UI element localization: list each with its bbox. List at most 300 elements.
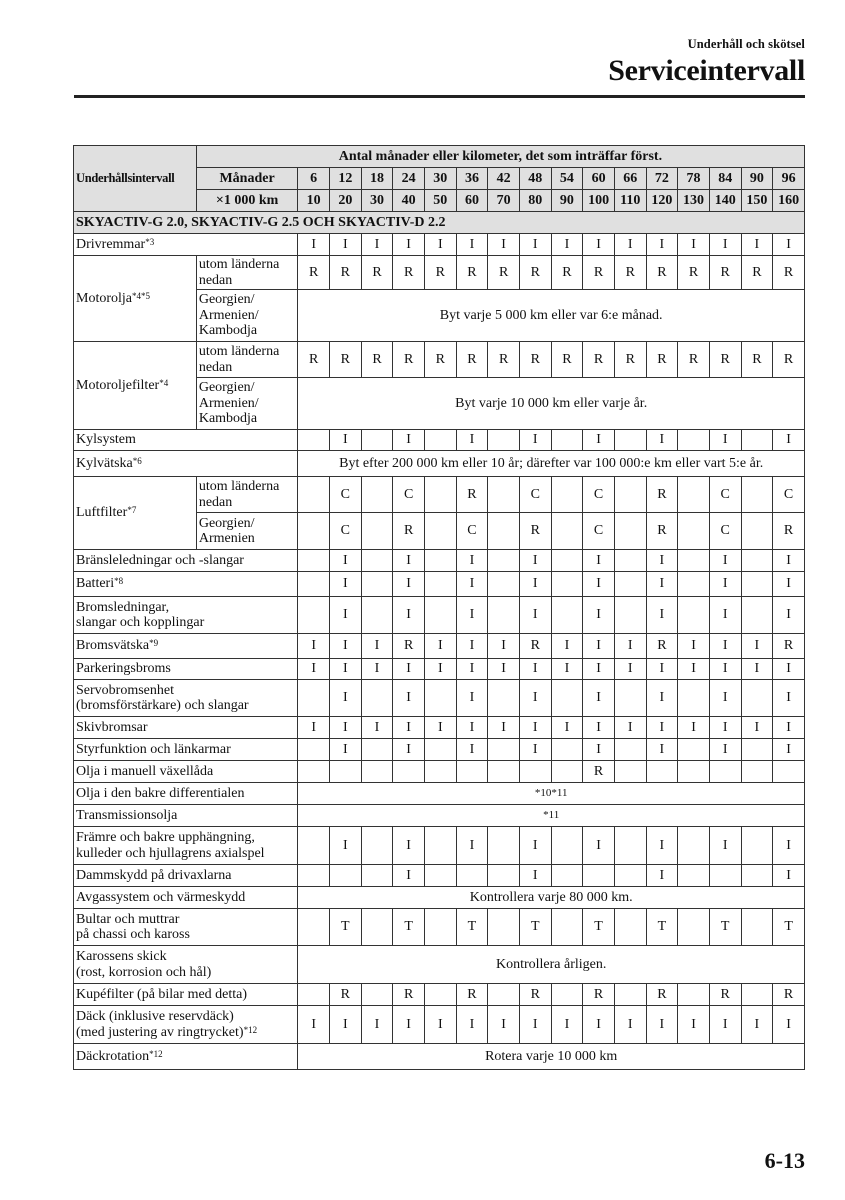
row-cell: R xyxy=(646,256,678,290)
row-cell: I xyxy=(519,739,551,761)
row-cell: I xyxy=(773,572,805,597)
table-row xyxy=(74,783,805,805)
row-cell: I xyxy=(519,827,551,865)
row-cell xyxy=(488,597,520,634)
row-cell: I xyxy=(583,680,615,717)
month-cell: 36 xyxy=(456,168,488,190)
km-label: ×1 000 km xyxy=(196,190,298,212)
row-cell: I xyxy=(773,597,805,634)
month-cell: 42 xyxy=(488,168,520,190)
km-cell: 10 xyxy=(298,190,330,212)
row-cell: C xyxy=(330,513,362,550)
row-cell: I xyxy=(583,597,615,634)
row-cell: I xyxy=(709,1006,741,1044)
row-cell xyxy=(551,513,583,550)
row-cell xyxy=(551,984,583,1006)
row-cell: I xyxy=(361,1006,393,1044)
row-cell: I xyxy=(646,550,678,572)
row-cell xyxy=(614,550,646,572)
row-cell: R xyxy=(583,761,615,783)
row-cell xyxy=(298,572,330,597)
row-cell xyxy=(488,761,520,783)
spanning-note: *11 xyxy=(298,805,805,827)
row-cell xyxy=(298,513,330,550)
row-cell xyxy=(741,984,773,1006)
row-cell: I xyxy=(519,717,551,739)
page-number: 6-13 xyxy=(764,1148,805,1173)
month-cell: 6 xyxy=(298,168,330,190)
row-cell xyxy=(709,761,741,783)
table-row xyxy=(74,659,805,680)
row-cell: I xyxy=(551,634,583,659)
row-cell: C xyxy=(519,477,551,513)
row-cell: I xyxy=(773,865,805,887)
row-cell xyxy=(361,761,393,783)
row-cell: R xyxy=(330,342,362,378)
row-cell xyxy=(361,430,393,451)
row-cell: I xyxy=(298,234,330,256)
row-cell: I xyxy=(646,597,678,634)
month-cell: 24 xyxy=(393,168,425,190)
row-cell: I xyxy=(583,430,615,451)
row-cell xyxy=(551,739,583,761)
row-cell xyxy=(424,572,456,597)
row-cell: I xyxy=(709,234,741,256)
row-cell xyxy=(424,430,456,451)
row-cell: T xyxy=(330,909,362,946)
row-cell: C xyxy=(773,477,805,513)
row-cell: C xyxy=(583,477,615,513)
table-row xyxy=(74,1044,805,1070)
row-cell: I xyxy=(773,680,805,717)
row-cell: C xyxy=(456,513,488,550)
row-cell: I xyxy=(330,234,362,256)
months-label: Månader xyxy=(196,168,298,190)
km-cell: 40 xyxy=(393,190,425,212)
km-cell: 160 xyxy=(773,190,805,212)
row-cell: C xyxy=(393,477,425,513)
row-cell: R xyxy=(773,984,805,1006)
row-cell: R xyxy=(583,256,615,290)
row-cell: R xyxy=(709,342,741,378)
row-cell xyxy=(614,680,646,717)
row-cell xyxy=(488,550,520,572)
row-cell xyxy=(678,597,710,634)
row-cell: I xyxy=(646,572,678,597)
table-row xyxy=(74,234,805,256)
row-cell: I xyxy=(519,659,551,680)
row-cell: I xyxy=(646,680,678,717)
region-label: Georgien/ Armenien/ Kambodja xyxy=(196,378,298,430)
row-cell xyxy=(678,572,710,597)
row-cell xyxy=(424,597,456,634)
row-cell: T xyxy=(773,909,805,946)
row-cell xyxy=(614,739,646,761)
km-cell: 30 xyxy=(361,190,393,212)
row-cell: I xyxy=(583,659,615,680)
row-cell: I xyxy=(361,634,393,659)
row-cell xyxy=(330,865,362,887)
row-cell: I xyxy=(519,1006,551,1044)
row-cell xyxy=(361,572,393,597)
row-cell: R xyxy=(583,342,615,378)
row-cell: R xyxy=(519,513,551,550)
row-cell xyxy=(773,761,805,783)
row-cell: T xyxy=(583,909,615,946)
row-cell xyxy=(551,550,583,572)
row-cell xyxy=(424,680,456,717)
row-cell: I xyxy=(614,717,646,739)
table-row xyxy=(74,342,805,378)
row-cell xyxy=(488,680,520,717)
row-cell xyxy=(424,827,456,865)
row-cell xyxy=(488,430,520,451)
row-cell: I xyxy=(393,234,425,256)
row-cell xyxy=(741,430,773,451)
row-cell xyxy=(361,909,393,946)
row-cell: I xyxy=(298,659,330,680)
row-cell: C xyxy=(330,477,362,513)
row-cell xyxy=(678,865,710,887)
row-cell: I xyxy=(741,1006,773,1044)
row-label: Bränsleledningar och -slangar xyxy=(74,550,298,572)
row-label: Skivbromsar xyxy=(74,717,298,739)
row-cell: R xyxy=(741,342,773,378)
table-row xyxy=(74,739,805,761)
row-cell: I xyxy=(424,1006,456,1044)
row-cell xyxy=(488,909,520,946)
row-cell: I xyxy=(393,550,425,572)
row-cell: R xyxy=(773,342,805,378)
row-cell: I xyxy=(519,572,551,597)
header-divider xyxy=(74,95,805,98)
row-cell xyxy=(678,550,710,572)
row-cell xyxy=(551,865,583,887)
row-cell: R xyxy=(298,342,330,378)
row-cell: I xyxy=(330,430,362,451)
row-label: Olja i den bakre differentialen xyxy=(74,783,298,805)
row-cell xyxy=(424,984,456,1006)
row-cell: I xyxy=(583,550,615,572)
row-cell: I xyxy=(330,827,362,865)
row-cell: I xyxy=(741,634,773,659)
row-cell: I xyxy=(519,550,551,572)
row-cell xyxy=(298,761,330,783)
row-cell: I xyxy=(330,550,362,572)
row-cell: I xyxy=(583,1006,615,1044)
row-cell: I xyxy=(330,572,362,597)
row-label: Parkeringsbroms xyxy=(74,659,298,680)
row-cell: I xyxy=(456,659,488,680)
row-cell xyxy=(361,739,393,761)
row-cell: R xyxy=(773,513,805,550)
table-row xyxy=(74,946,805,984)
row-label: Styrfunktion och länkarmar xyxy=(74,739,298,761)
row-cell: I xyxy=(583,634,615,659)
row-cell: I xyxy=(614,634,646,659)
row-cell xyxy=(551,572,583,597)
row-cell: R xyxy=(519,634,551,659)
row-cell xyxy=(456,761,488,783)
row-label: Avgassystem och värmeskydd xyxy=(74,887,298,909)
spanning-note: Byt efter 200 000 km eller 10 år; därefter var 100 000:e km eller vart 5:e år. xyxy=(298,451,805,477)
row-cell: I xyxy=(646,717,678,739)
row-cell xyxy=(551,909,583,946)
table-row xyxy=(74,634,805,659)
region-label: utom länderna nedan xyxy=(196,342,298,378)
row-cell: I xyxy=(773,234,805,256)
row-cell: I xyxy=(456,739,488,761)
row-cell: I xyxy=(393,739,425,761)
row-cell: I xyxy=(330,739,362,761)
row-cell: I xyxy=(773,659,805,680)
row-cell xyxy=(488,572,520,597)
row-cell: I xyxy=(709,717,741,739)
row-cell: C xyxy=(583,513,615,550)
spanning-note: Byt varje 5 000 km eller var 6:e månad. xyxy=(298,290,805,342)
row-cell: R xyxy=(709,256,741,290)
row-cell: I xyxy=(646,865,678,887)
row-cell xyxy=(488,513,520,550)
row-cell xyxy=(678,477,710,513)
row-cell xyxy=(678,513,710,550)
row-cell: I xyxy=(773,717,805,739)
month-cell: 66 xyxy=(614,168,646,190)
row-cell xyxy=(614,865,646,887)
row-cell: I xyxy=(519,597,551,634)
spanning-note: Byt varje 10 000 km eller varje år. xyxy=(298,378,805,430)
row-cell: I xyxy=(583,827,615,865)
row-cell: I xyxy=(424,634,456,659)
row-cell xyxy=(551,761,583,783)
row-cell: I xyxy=(488,234,520,256)
table-row xyxy=(74,572,805,597)
row-cell xyxy=(678,827,710,865)
row-cell: I xyxy=(646,234,678,256)
row-cell xyxy=(361,477,393,513)
row-cell: R xyxy=(551,256,583,290)
row-cell xyxy=(298,430,330,451)
row-cell: I xyxy=(393,865,425,887)
row-cell xyxy=(488,984,520,1006)
row-cell: I xyxy=(551,234,583,256)
row-cell xyxy=(741,909,773,946)
page-title: Serviceintervall xyxy=(608,54,805,87)
row-cell: R xyxy=(488,256,520,290)
row-cell xyxy=(741,550,773,572)
row-cell: I xyxy=(456,827,488,865)
row-cell xyxy=(678,739,710,761)
row-label: Däck (inklusive reservdäck) (med justering av ringtrycket)$^{*12}$ xyxy=(74,1006,298,1044)
region-label: Georgien/ Armenien/ Kambodja xyxy=(196,290,298,342)
row-cell xyxy=(614,572,646,597)
km-cell: 110 xyxy=(614,190,646,212)
row-cell: I xyxy=(456,572,488,597)
row-cell xyxy=(551,430,583,451)
row-cell: R xyxy=(393,513,425,550)
table-row xyxy=(74,430,805,451)
table-row xyxy=(74,597,805,634)
row-cell xyxy=(741,572,773,597)
row-cell: R xyxy=(646,342,678,378)
row-label: Olja i manuell växellåda xyxy=(74,761,298,783)
row-label: Motoroljefilter$^{*4}$ xyxy=(74,342,197,430)
row-cell: I xyxy=(456,1006,488,1044)
month-cell: 12 xyxy=(330,168,362,190)
table-row xyxy=(74,680,805,717)
row-cell xyxy=(361,984,393,1006)
month-cell: 90 xyxy=(741,168,773,190)
row-cell: I xyxy=(646,430,678,451)
row-cell: R xyxy=(330,256,362,290)
region-label: Georgien/ Armenien xyxy=(196,513,298,550)
row-cell: I xyxy=(551,1006,583,1044)
region-label: utom länderna nedan xyxy=(196,256,298,290)
row-cell xyxy=(298,550,330,572)
row-cell: I xyxy=(709,572,741,597)
row-cell: I xyxy=(393,1006,425,1044)
row-cell: R xyxy=(456,984,488,1006)
row-label: Bromsvätska$^{*9}$ xyxy=(74,634,298,659)
row-cell: R xyxy=(298,256,330,290)
row-cell: I xyxy=(646,827,678,865)
row-cell: I xyxy=(709,739,741,761)
row-cell: I xyxy=(773,1006,805,1044)
row-cell xyxy=(298,865,330,887)
row-cell xyxy=(614,761,646,783)
row-cell: I xyxy=(488,659,520,680)
row-cell: I xyxy=(330,1006,362,1044)
table-row xyxy=(74,451,805,477)
row-cell xyxy=(361,680,393,717)
row-cell: R xyxy=(393,256,425,290)
row-cell: I xyxy=(424,234,456,256)
row-cell: I xyxy=(393,597,425,634)
row-cell xyxy=(583,865,615,887)
km-cell: 90 xyxy=(551,190,583,212)
row-cell: I xyxy=(456,634,488,659)
month-cell: 60 xyxy=(583,168,615,190)
row-cell: R xyxy=(393,342,425,378)
row-cell xyxy=(741,680,773,717)
month-cell: 78 xyxy=(678,168,710,190)
month-cell: 30 xyxy=(424,168,456,190)
row-cell xyxy=(614,909,646,946)
row-cell xyxy=(424,761,456,783)
row-cell xyxy=(551,680,583,717)
row-label: Luftfilter$^{*7}$ xyxy=(74,477,197,550)
table-row xyxy=(74,256,805,290)
row-cell: R xyxy=(519,342,551,378)
row-cell: I xyxy=(614,234,646,256)
row-cell: I xyxy=(424,659,456,680)
row-cell: R xyxy=(330,984,362,1006)
row-cell: I xyxy=(330,659,362,680)
row-cell xyxy=(709,865,741,887)
row-cell: I xyxy=(646,1006,678,1044)
row-cell: R xyxy=(519,984,551,1006)
row-cell xyxy=(614,513,646,550)
row-cell xyxy=(361,827,393,865)
row-label: Främre och bakre upphängning, kulleder och hjullagrens axialspel xyxy=(74,827,298,865)
row-cell xyxy=(424,865,456,887)
row-label: Bultar och muttrar på chassi och kaross xyxy=(74,909,298,946)
row-cell xyxy=(741,477,773,513)
month-cell: 48 xyxy=(519,168,551,190)
row-cell: I xyxy=(393,827,425,865)
row-cell: R xyxy=(361,342,393,378)
table-row xyxy=(74,909,805,946)
row-label: Dammskydd på drivaxlarna xyxy=(74,865,298,887)
row-cell: T xyxy=(456,909,488,946)
row-cell xyxy=(424,477,456,513)
row-label: Kylvätska$^{*6}$ xyxy=(74,451,298,477)
row-label: Kylsystem xyxy=(74,430,298,451)
row-cell: R xyxy=(456,342,488,378)
row-cell: I xyxy=(773,550,805,572)
row-cell xyxy=(361,550,393,572)
row-cell: I xyxy=(330,680,362,717)
row-cell: R xyxy=(424,342,456,378)
row-cell xyxy=(678,984,710,1006)
row-cell: I xyxy=(678,234,710,256)
row-label: Karossens skick (rost, korrosion och hål) xyxy=(74,946,298,984)
row-cell: I xyxy=(583,234,615,256)
table-row xyxy=(74,887,805,909)
row-cell: I xyxy=(361,659,393,680)
row-cell xyxy=(678,430,710,451)
row-cell: R xyxy=(646,477,678,513)
region-label: utom länderna nedan xyxy=(196,477,298,513)
km-cell: 150 xyxy=(741,190,773,212)
table-row xyxy=(74,865,805,887)
row-cell xyxy=(424,550,456,572)
row-cell xyxy=(741,513,773,550)
row-cell xyxy=(551,477,583,513)
row-cell: I xyxy=(583,739,615,761)
row-cell xyxy=(488,827,520,865)
row-cell: I xyxy=(551,717,583,739)
table-row xyxy=(74,827,805,865)
row-cell: I xyxy=(456,680,488,717)
row-cell xyxy=(741,739,773,761)
row-cell: I xyxy=(678,659,710,680)
row-cell: I xyxy=(583,717,615,739)
row-cell: R xyxy=(646,513,678,550)
row-label: Kupéfilter (på bilar med detta) xyxy=(74,984,298,1006)
row-cell: I xyxy=(298,1006,330,1044)
row-cell: R xyxy=(773,256,805,290)
row-cell: I xyxy=(393,572,425,597)
km-cell: 60 xyxy=(456,190,488,212)
row-cell: R xyxy=(614,342,646,378)
row-cell: I xyxy=(583,572,615,597)
table-row xyxy=(74,984,805,1006)
row-cell xyxy=(298,597,330,634)
month-cell: 96 xyxy=(773,168,805,190)
row-cell xyxy=(614,597,646,634)
km-cell: 130 xyxy=(678,190,710,212)
row-label: Bromsledningar, slangar och kopplingar xyxy=(74,597,298,634)
row-cell: I xyxy=(298,634,330,659)
row-cell: I xyxy=(330,717,362,739)
row-cell xyxy=(614,430,646,451)
row-label: Transmissionsolja xyxy=(74,805,298,827)
row-cell: R xyxy=(678,342,710,378)
row-cell xyxy=(614,477,646,513)
row-cell xyxy=(614,827,646,865)
row-cell xyxy=(361,513,393,550)
